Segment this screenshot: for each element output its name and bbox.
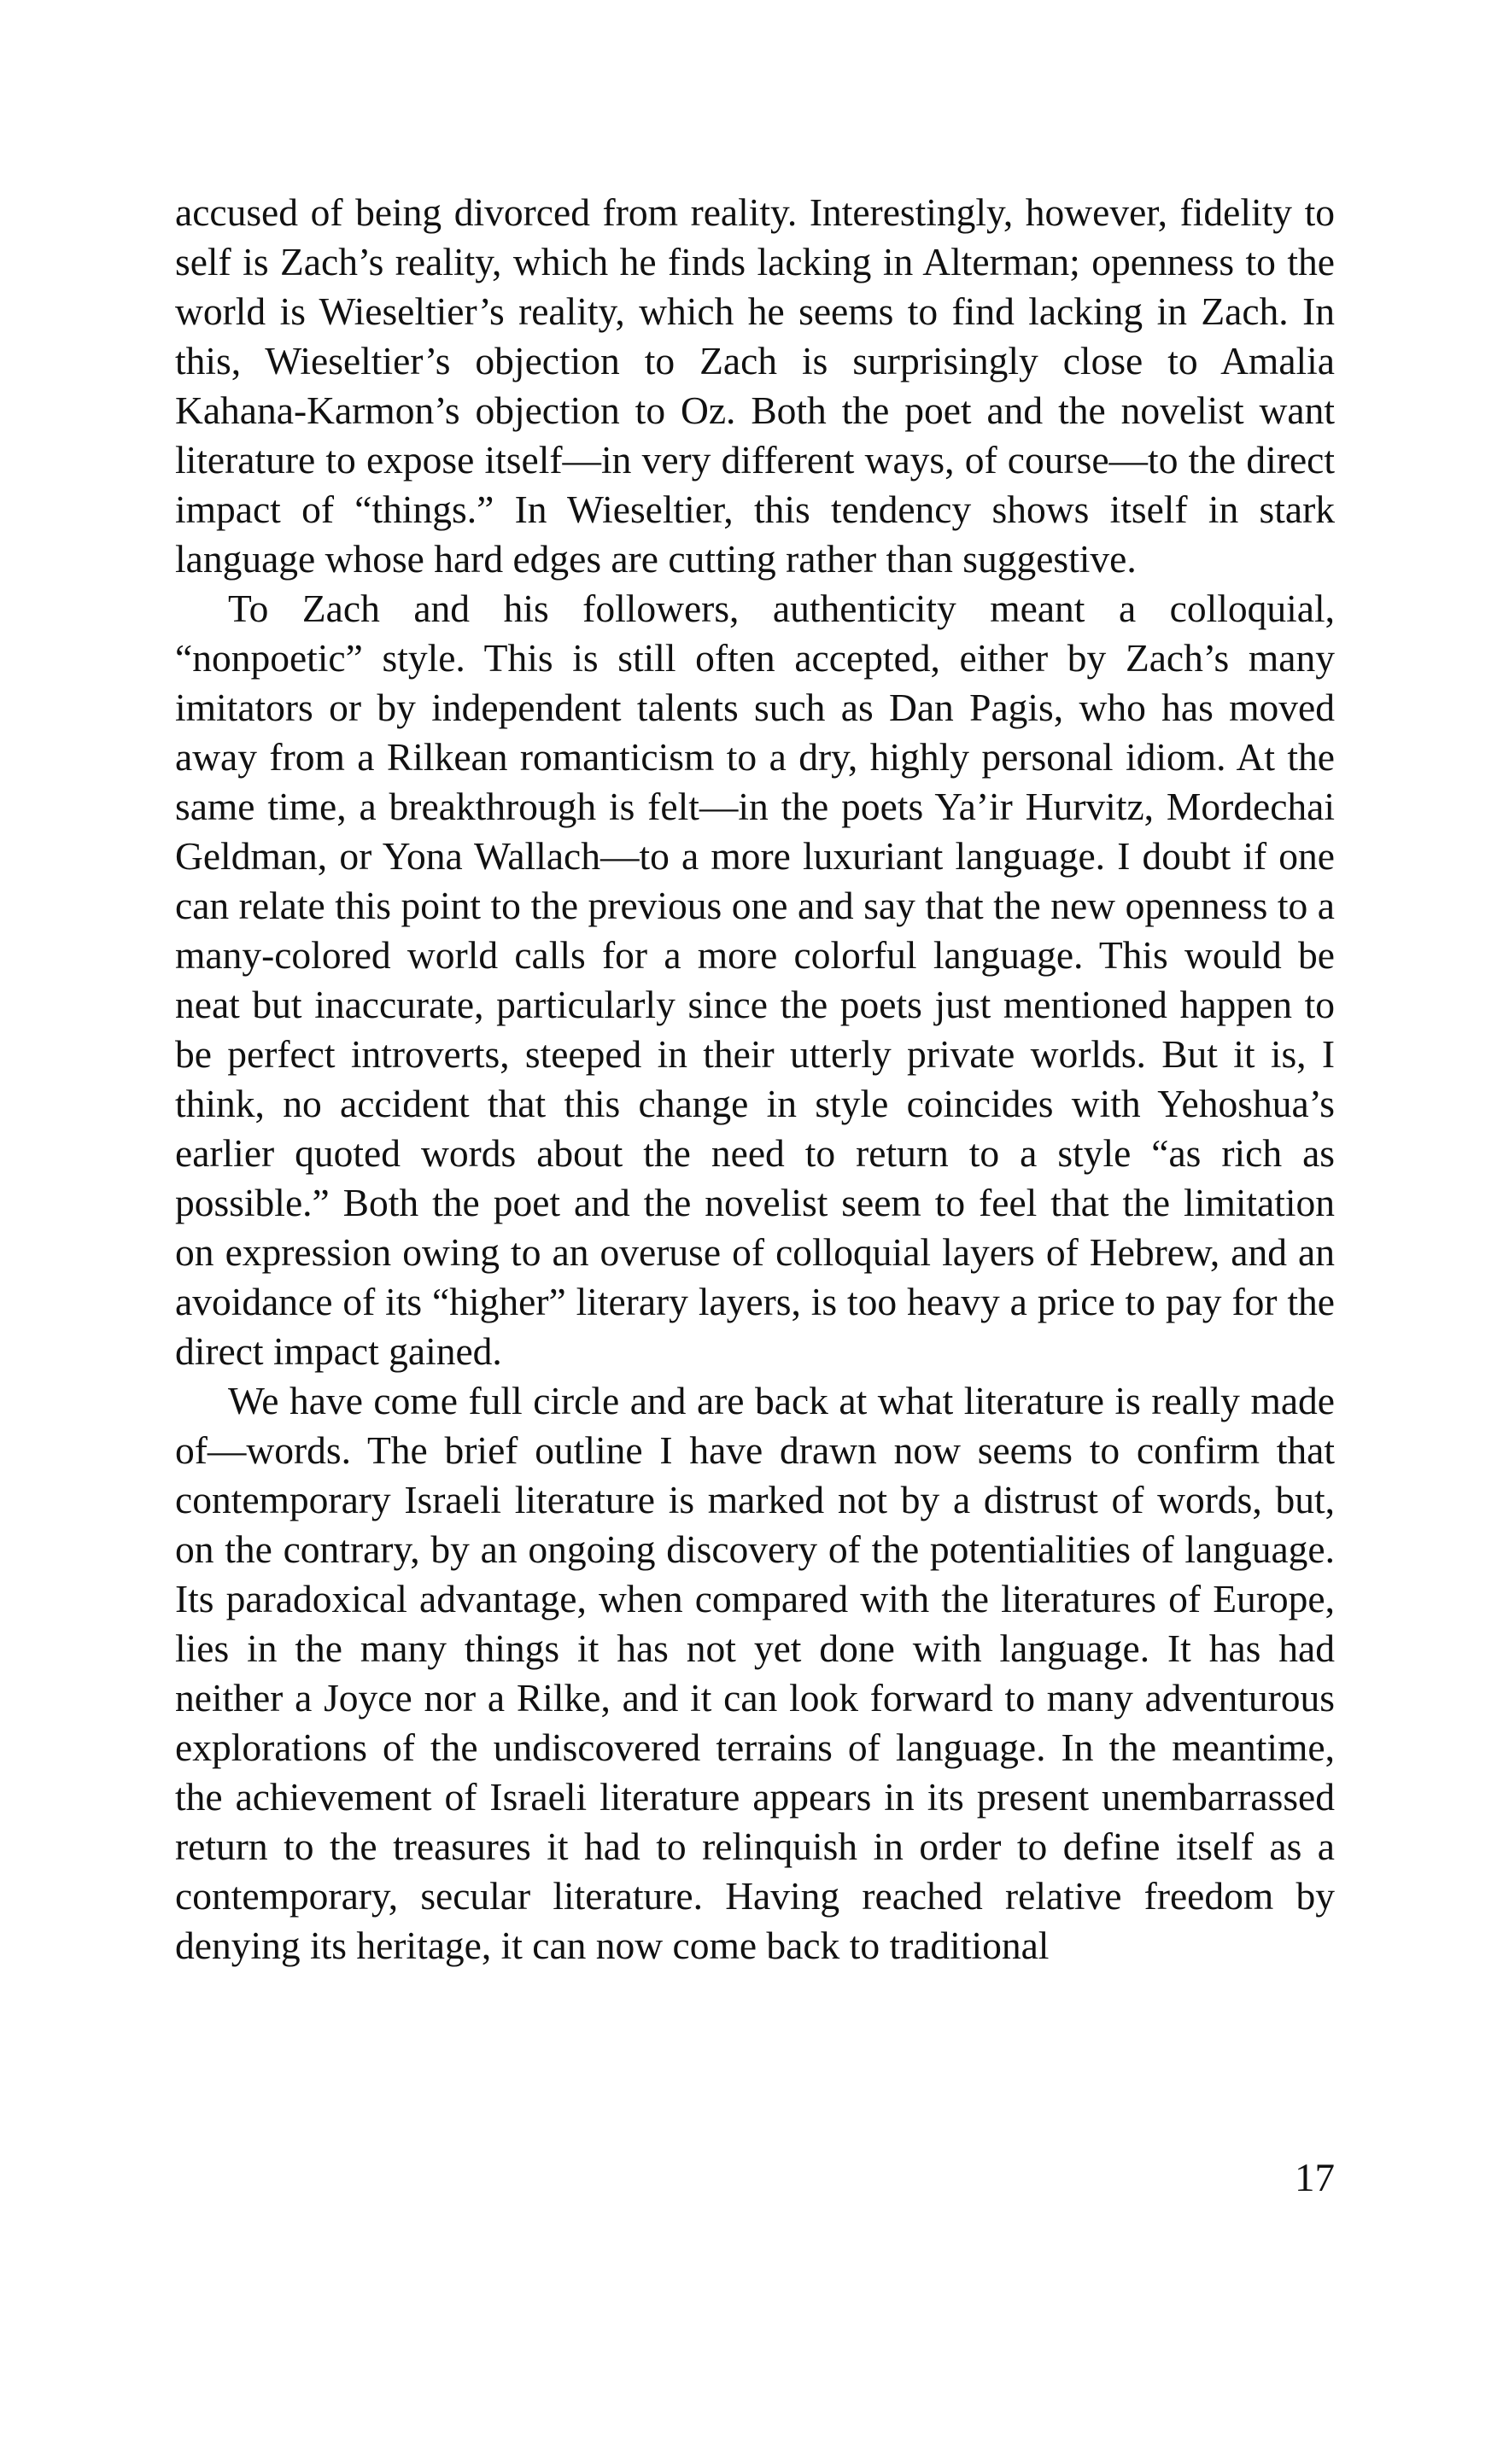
body-text bbox=[175, 188, 1335, 1971]
paragraph-3: We have come full circle and are back at what literature is really made of—words. The brief outline I have drawn now seems to confirm that contemporary Israeli literature is marked not by a distrust of words, but, on the contrary, by an ongoing discovery of the potentialities of language. Its paradoxical advantage, when compared with the literatures of Europe, lies in the many things it has not yet done with language. It has had neither a Joyce nor a Rilke, and it can look forward to many adventurous explorations of the undiscovered terrains of language. In the meantime, the achievement of Israeli literature appears in its present unembarrassed return to the treasures it had to relinquish in order to define itself as a contemporary, secular literature. Having reached relative freedom by denying its heritage, it can now come back to traditional bbox=[175, 1379, 1335, 1967]
paragraph-2: To Zach and his followers, authenticity meant a colloquial, “nonpoetic” style. This is still often accepted, either by Zach’s many imitators or by independent talents such as Dan Pagis, who has moved away from a Rilkean romanticism to a dry, highly personal idiom. At the same time, a breakthrough is felt—in the poets Ya’ir Hurvitz, Mordechai Geldman, or Yona Wallach—to a more luxuriant language. I doubt if one can relate this point to the previous one and say that the new openness to a many-colored world calls for a more colorful language. This would be neat but inaccurate, particularly since the poets just mentioned happen to be perfect introverts, steeped in their utterly private worlds. But it is, I think, no accident that this change in style coincides with Yehoshua’s earlier quoted words about the need to return to a style “as rich as possible.” Both the poet and the novelist seem to feel that the limitation on expression owing to an overuse of colloquial layers of Hebrew, and an avoidance of its “higher” literary layers, is too heavy a price to pay for the direct impact gained. bbox=[175, 587, 1335, 1373]
page-number: 17 bbox=[1295, 2156, 1335, 2200]
paragraph-1: accused of being divorced from reality. Interestingly, however, fidelity to self is Zach’s reality, which he finds lacking in Alterman; openness to the world is Wieseltier’s reality, which he seems to find lacking in Zach. In this, Wieseltier’s objection to Zach is surprisingly close to Amalia Kahana-Karmon’s objection to Oz. Both the poet and the novelist want literature to expose itself—in very different ways, of course—to the direct impact of “things.” In Wieseltier, this tendency shows itself in stark language whose hard edges are cutting rather than suggestive. bbox=[175, 190, 1335, 581]
